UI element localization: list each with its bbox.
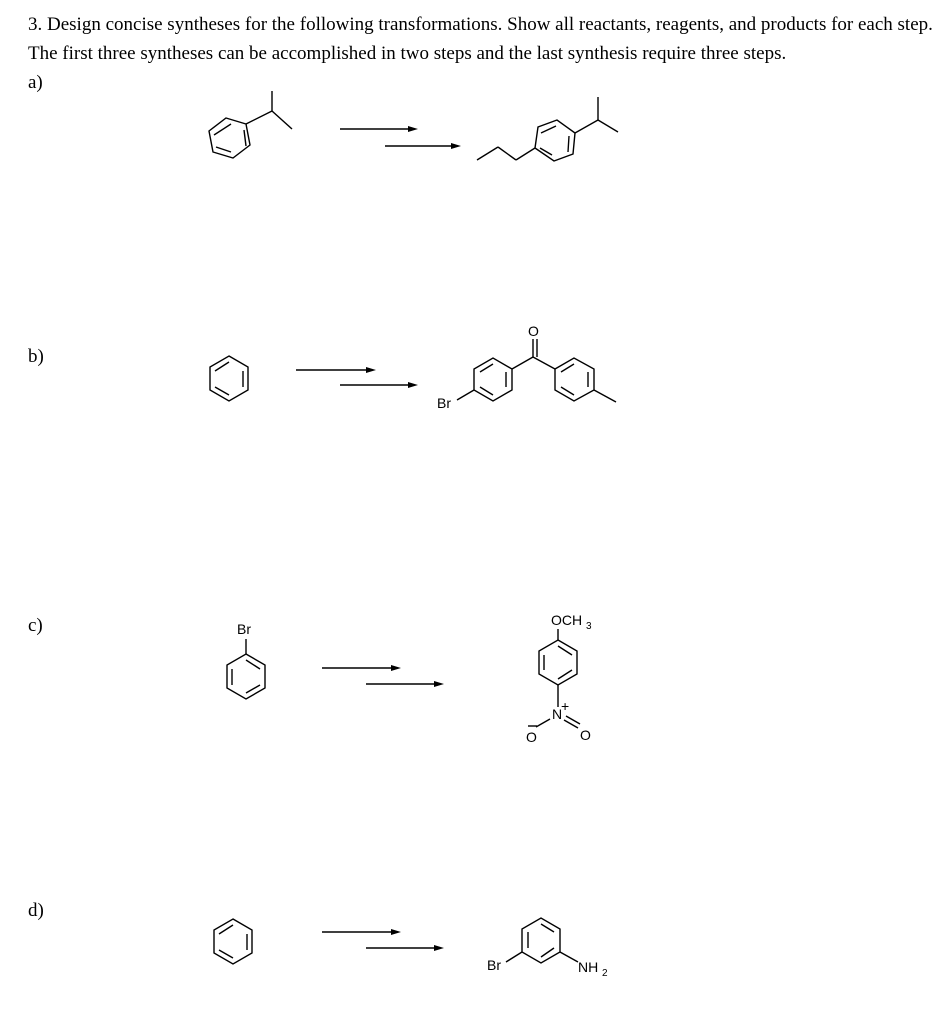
part-a-label: a) [28, 72, 43, 93]
product-c-och: OCH [551, 612, 583, 628]
product-b-o: O [528, 323, 539, 339]
product-c-och-subscript: 3 [586, 621, 592, 632]
part-b-product [437, 323, 616, 411]
product-d-nh: NH [578, 959, 599, 975]
part-c-label: c) [28, 615, 43, 636]
part-c-arrows [322, 665, 444, 687]
part-a-arrows [340, 126, 461, 149]
product-c-o-right: O [580, 727, 591, 743]
part-b-label: b) [28, 346, 44, 367]
start-c-br: Br [237, 621, 251, 637]
part-d-starting-material [214, 919, 252, 964]
product-c-o-left: O [526, 729, 537, 745]
product-d-br: Br [487, 957, 501, 973]
part-c-starting-material [227, 621, 265, 699]
question-text: 3. Design concise syntheses for the following transformations. Show all reactants, reagents, and products for each step. The first three syntheses can be accomplished in two steps and the last synthesis require three steps. [28, 14, 933, 64]
part-d-arrows [322, 929, 444, 951]
product-c-plus: + [561, 698, 570, 714]
part-a-starting-material [209, 91, 292, 158]
part-b-starting-material [210, 356, 248, 401]
part-d-label: d) [28, 900, 44, 921]
product-b-br: Br [437, 395, 451, 411]
part-c-product [526, 612, 592, 745]
part-a-product [477, 97, 618, 161]
product-d-nh-subscript: 2 [602, 968, 608, 979]
part-b-arrows [296, 367, 418, 388]
product-c-n: N [552, 706, 563, 722]
part-d-product [487, 918, 608, 979]
